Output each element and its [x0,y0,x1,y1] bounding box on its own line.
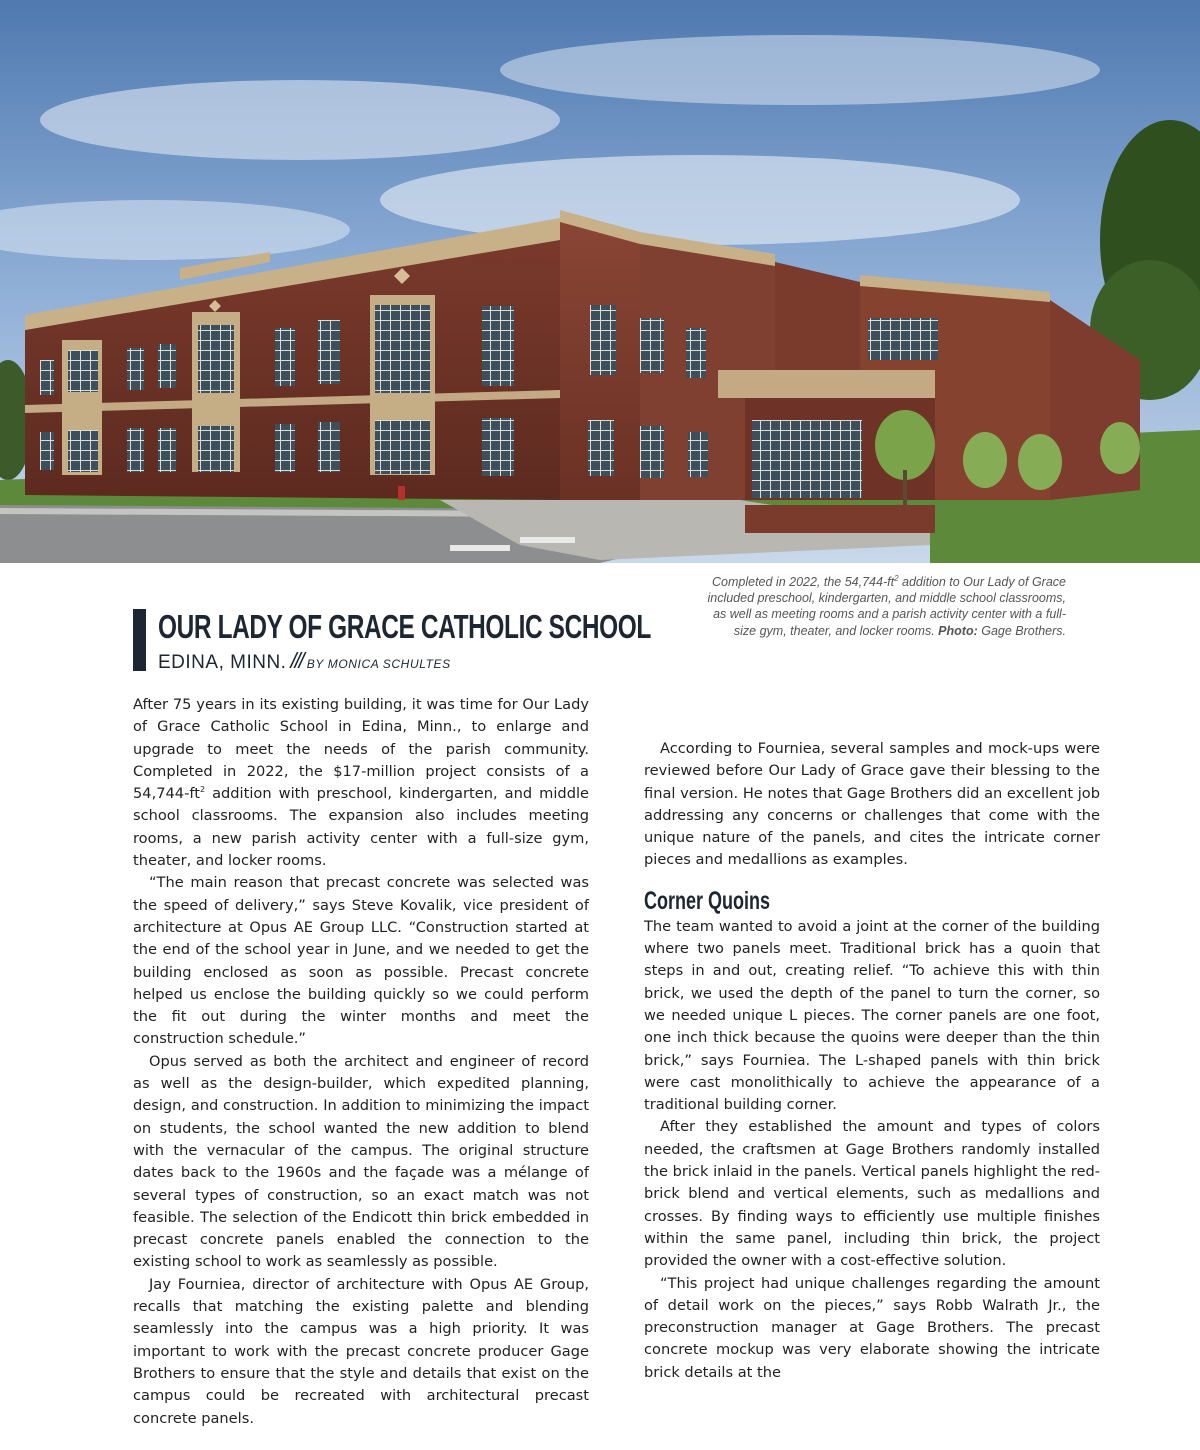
body-paragraph: Opus served as both the architect and engineer of record as well as the design-builder, which expedited planning, design, and construction. In addition to minimizing the impact on students, the school wanted the new addition to blend with the vernacular of the campus. The original structure dates back to the 1960s and the façade was a mélange of several types of construction, so an exact match was not feasible. The selection of the Endicott thin brick embedded in precast concrete panels enabled the connection to the existing school to work as seamlessly as possible. [133,1052,589,1271]
caption-credit-label: Photo: [938,623,978,638]
body-paragraph: After they established the amount and types of colors needed, the craftsmen at Gage Brothers randomly installed the brick inlaid in the panels. Vertical panels highlight the red-brick blend and vertical elements, such as medallions and crosses. By finding ways to efficiently use multiple finishes within the same panel, including thin brick, the project provided the owner with a cost-effective solution. [644,1118,1100,1270]
building-photo [0,0,1200,563]
body-paragraph: The team wanted to avoid a joint at the corner of the building where two panels meet. Traditional brick has a quoin that steps in and out, creating relief. “To achieve this with thin brick, we used the depth of the panel to turn the corner, so we needed unique L pieces. The corner panels are one foot, one inch thick because the quoins were deeper than the thin brick,” says Fourniea. The L-shaped panels with thin brick were cast monolithically to achieve the appearance of a traditional building corner. [644,917,1100,1114]
article-title: OUR LADY OF GRACE CATHOLIC SCHOOL [158,608,651,645]
photo-caption [700,574,1066,639]
left-column [133,694,589,1430]
caption-credit: Gage Brothers. [981,623,1066,638]
body-paragraph: After 75 years in its existing building, it was time for Our Lady of Grace Catholic School in Edina, Minn., to enlarge and upgrade to meet the needs of the parish community. Completed in 2022, the $17-million project consists of a $54,744-ft^2$ addition with preschool, kindergarten, and middle school classrooms. The expansion also includes meeting rooms, a new parish activity center with a full-size gym, theater, and locker rooms. [133,696,589,870]
body-paragraph: “The main reason that precast concrete was selected was the speed of delivery,” says Steve Kovalik, vice president of architecture at Opus AE Group LLC. “Construction started at the end of the school year in June, and we needed to get the building enclosed as soon as possible. Precast concrete helped us enclose the building quickly so we could perform the fit out during the winter months and meet the construction schedule.” [133,874,589,1048]
caption-text: Completed in 2022, the $54,744-ft^2$ addition to Our Lady of Grace included preschool, kindergarten, and middle school classrooms, as well as meeting rooms and a parish activity center with a full-size gym, theater, and locker rooms. [707,573,1066,638]
body-paragraph: According to Fourniea, several samples and mock-ups were reviewed before Our Lady of Grace gave their blessing to the final version. He notes that Gage Brothers did an excellent job addressing any concerns or challenges that come with the unique nature of the panels, and cites the intricate corner pieces and medallions as examples. [644,740,1100,869]
body-paragraph: “This project had unique challenges regarding the amount of detail work on the pieces,” says Robb Walrath Jr., the preconstruction manager at Gage Brothers. The precast concrete mockup was very elaborate showing the intricate brick details at the [644,1274,1100,1381]
right-column [644,738,1100,1384]
article-location: EDINA, MINN. [158,652,287,673]
body-paragraph: Jay Fourniea, director of architecture with Opus AE Group, recalls that matching the existing palette and blending seamlessly into the campus was a high priority. It was important to work with the precast concrete producer Gage Brothers to ensure that the style and details that exist on the campus could be recreated with architectural precast concrete panels. [133,1275,589,1427]
byline-divider: /// [290,648,303,673]
title-accent-bar [133,609,146,671]
article-subtitle [158,648,451,674]
article-byline: BY MONICA SCHULTES [306,657,451,671]
section-heading: Corner Quoins [644,886,771,915]
